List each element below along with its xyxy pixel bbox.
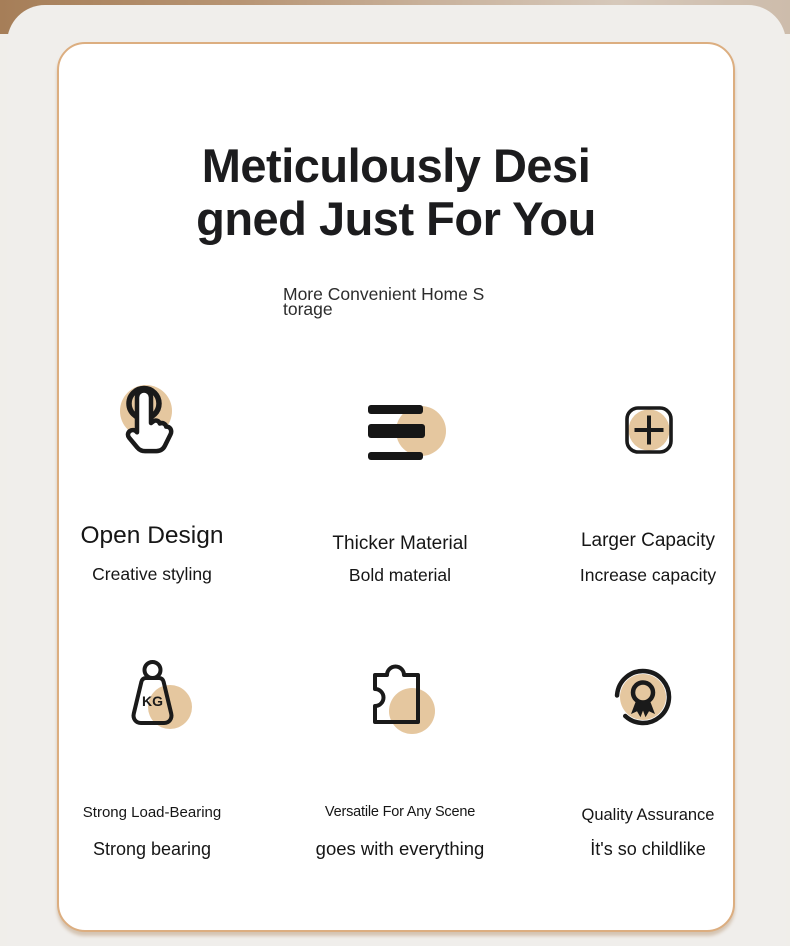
- feature-title-strong-load-bearing: Strong Load-Bearing: [82, 804, 222, 821]
- kg-label: KG: [142, 693, 163, 709]
- page-title-line2: gned Just For You: [196, 192, 596, 245]
- feature-title-open-design: Open Design: [80, 522, 224, 549]
- feature-subtitle-thicker-material: Bold material: [348, 565, 452, 585]
- feature-subtitle-strong-load-bearing: Strong bearing: [92, 839, 212, 859]
- medal-icon: [610, 664, 676, 730]
- kg-weight-icon: [122, 658, 182, 728]
- thickness-bar-top: [368, 405, 423, 414]
- tap-icon: [115, 382, 181, 466]
- feature-title-thicker-material: Thicker Material: [332, 533, 468, 554]
- page-subtitle-line1: More Convenient Home S: [283, 284, 485, 304]
- feature-subtitle-open-design: Creative styling: [92, 564, 212, 584]
- puzzle-piece-icon: [370, 660, 426, 728]
- thickness-bar-bottom: [368, 452, 423, 460]
- feature-title-quality-assurance: Quality Assurance: [581, 806, 715, 824]
- feature-title-versatile: Versatile For Any Scene: [324, 804, 476, 820]
- page-title-line1: Meticulously Desi: [201, 139, 591, 192]
- feature-subtitle-larger-capacity: Increase capacity: [579, 565, 717, 585]
- page-subtitle: [283, 284, 485, 319]
- feature-subtitle-quality-assurance: İt's so childlike: [590, 839, 706, 859]
- page-subtitle-line2: torage: [283, 299, 333, 319]
- feature-title-larger-capacity: Larger Capacity: [580, 530, 716, 551]
- thickness-bar-middle: [368, 424, 425, 438]
- plus-square-icon: [623, 404, 675, 456]
- page-title: [57, 139, 735, 245]
- feature-subtitle-versatile: goes with everything: [315, 838, 485, 859]
